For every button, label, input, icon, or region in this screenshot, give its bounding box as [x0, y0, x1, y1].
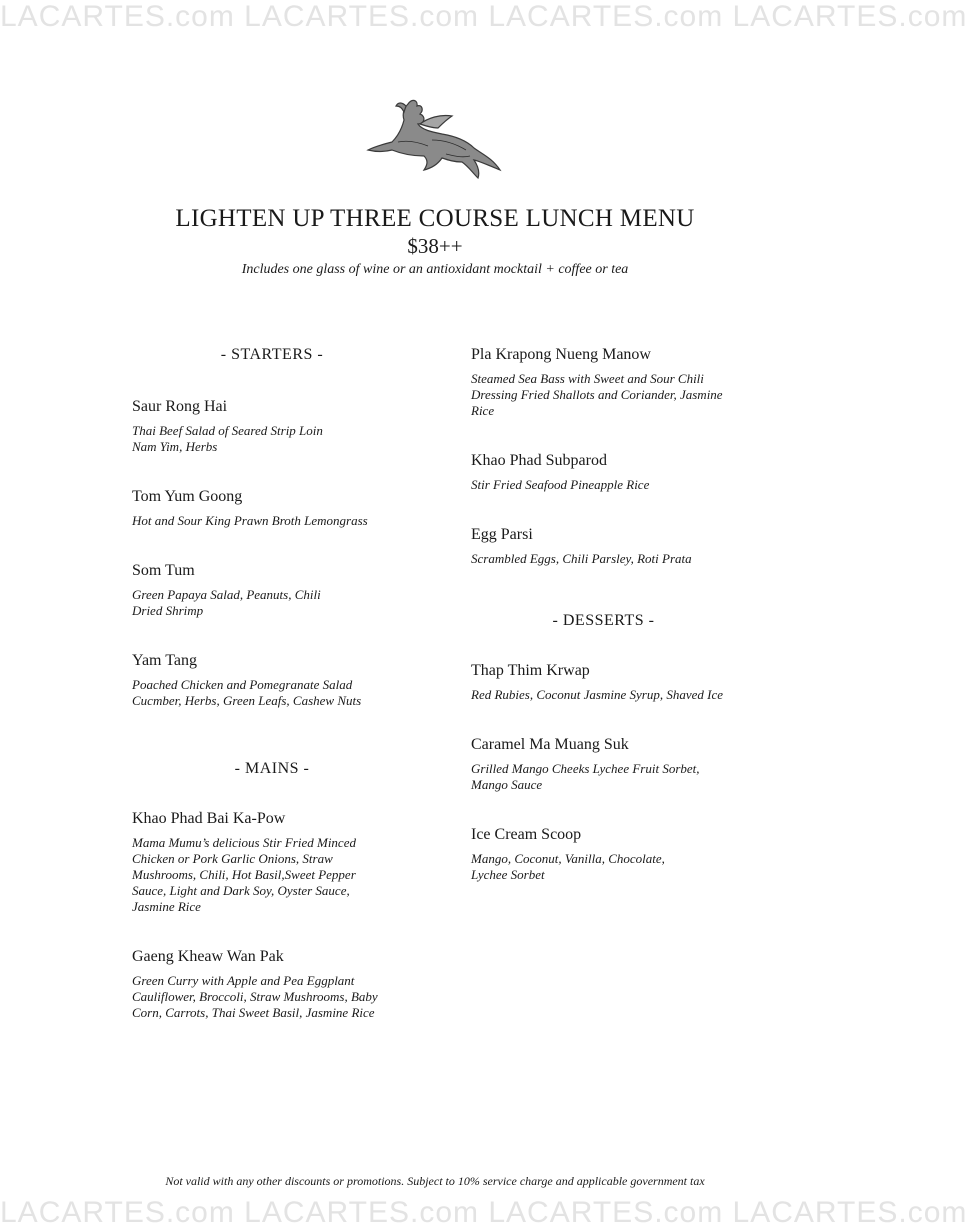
desserts-heading: - DESSERTS - [552, 612, 655, 629]
footer-note: Not valid with any other discounts or promotions. Subject to 10% service charge and applicable government tax [165, 1174, 705, 1188]
menu-item [471, 825, 771, 883]
dish-description: Grilled Mango Cheeks Lychee Fruit Sorbet, Mango Sauce [471, 761, 700, 792]
menu-item [132, 397, 432, 455]
dish-name: Saur Rong Hai [132, 398, 228, 415]
watermark-top: LACARTES.com LACARTES.com LACARTES.com LACARTES.com [0, 0, 967, 33]
dish-name: Khao Phad Bai Ka-Pow [132, 810, 286, 827]
menu-item [132, 561, 432, 619]
mains-heading: - MAINS - [234, 760, 310, 777]
dish-description: Scrambled Eggs, Chili Parsley, Roti Prata [471, 551, 692, 566]
dish-name: Yam Tang [132, 652, 197, 669]
dish-description: Red Rubies, Coconut Jasmine Syrup, Shaved Ice [471, 687, 723, 702]
watermark-bottom: LACARTES.com LACARTES.com LACARTES.com LACARTES.com [0, 1196, 967, 1229]
dish-name: Som Tum [132, 562, 195, 579]
dish-description: Mama Mumu’s delicious Stir Fried Minced Chicken or Pork Garlic Onions, Straw Mushrooms, Chili, Hot Basil,Sweet Pepper Sauce, Light and Dark Soy, Oyster Sauce, Jasmine Rice [132, 835, 356, 914]
mythical-creature-emblem-icon [362, 96, 504, 180]
menu-item [471, 661, 771, 703]
menu-subtitle: Includes one glass of wine or an antioxidant mocktail + coffee or tea [241, 262, 629, 277]
dish-name: Khao Phad Subparod [471, 452, 607, 469]
dish-description: Green Curry with Apple and Pea Eggplant Cauliflower, Broccoli, Straw Mushrooms, Baby Corn, Carrots, Thai Sweet Basil, Jasmine Rice [132, 973, 378, 1020]
dish-description: Stir Fried Seafood Pineapple Rice [471, 477, 650, 492]
dish-description: Steamed Sea Bass with Sweet and Sour Chili Dressing Fried Shallots and Coriander, Jasmine Rice [471, 371, 723, 418]
menu-item [471, 451, 771, 493]
dish-description: Poached Chicken and Pomegranate Salad Cucmber, Herbs, Green Leafs, Cashew Nuts [132, 677, 362, 708]
menu-item [132, 809, 432, 915]
dish-name: Gaeng Kheaw Wan Pak [132, 948, 284, 965]
dish-name: Caramel Ma Muang Suk [471, 736, 629, 753]
dish-name: Pla Krapong Nueng Manow [471, 346, 651, 363]
dish-description: Hot and Sour King Prawn Broth Lemongrass [132, 513, 368, 528]
menu-item [471, 525, 771, 567]
menu-item [132, 947, 432, 1021]
menu-item [132, 487, 432, 529]
menu-title: LIGHTEN UP THREE COURSE LUNCH MENU [175, 205, 695, 232]
dish-name: Ice Cream Scoop [471, 826, 582, 843]
dish-description: Green Papaya Salad, Peanuts, Chili Dried Shrimp [132, 587, 321, 618]
left-column [132, 345, 432, 1021]
starters-heading: - STARTERS - [220, 346, 324, 363]
dish-description: Thai Beef Salad of Seared Strip Loin Nam Yim, Herbs [132, 423, 323, 454]
menu-item [132, 651, 432, 709]
dish-description: Mango, Coconut, Vanilla, Chocolate, Lychee Sorbet [471, 851, 665, 882]
menu-header [0, 204, 870, 280]
dish-name: Egg Parsi [471, 526, 533, 543]
menu-item [471, 345, 771, 419]
dish-name: Thap Thim Krwap [471, 662, 590, 679]
right-column [471, 345, 771, 883]
menu-item [471, 735, 771, 793]
dish-name: Tom Yum Goong [132, 488, 243, 505]
menu-price: $38++ [407, 234, 463, 258]
